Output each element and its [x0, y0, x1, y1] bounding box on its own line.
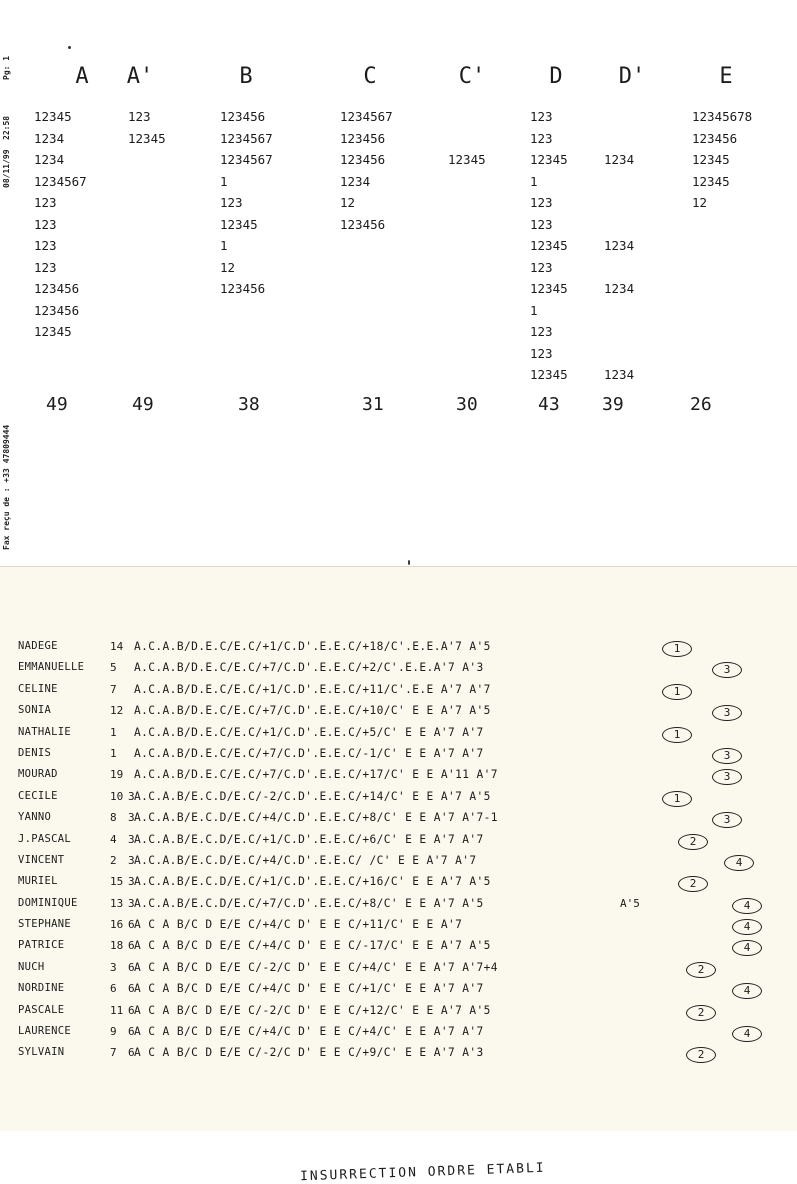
column-entries [604, 106, 634, 386]
sequence-text: A.C.A.B/D.E.C/E.C/+7/C.D'.E.E.C/+10/C' E E A'7 A'5 [134, 704, 491, 718]
circled-rank: 3 [712, 769, 742, 785]
participant-number: 19 [110, 768, 124, 782]
column-entry: 123456 [34, 302, 80, 318]
group-number: 6 [128, 960, 135, 974]
circled-rank: 2 [686, 962, 716, 978]
column-entry: 123 [34, 238, 57, 253]
column-entry: 1234 [604, 238, 635, 253]
column-entry: 1234 [34, 152, 65, 167]
column-entry: 12345 [34, 109, 72, 124]
column-header: C' [458, 64, 486, 89]
column-entry: 123456 [340, 130, 386, 146]
column-entries [530, 106, 568, 386]
column-entry [604, 128, 634, 150]
participant-number: 1 [110, 725, 117, 739]
column-entry: 1 [530, 173, 538, 189]
participant-number: 5 [110, 661, 117, 675]
participant-number: 12 [110, 704, 124, 718]
sequence-text: A.C.A.B/E.C.D/E.C/+4/C.D'.E.E.C/ /C' E E A'7 A'7 [134, 853, 477, 867]
circled-rank: 2 [678, 834, 708, 850]
circled-rank: 4 [732, 1026, 762, 1042]
sequence-text: A.C.A.B/E.C.D/E.C/+7/C.D'.E.E.C/+8/C' E E A'7 A'5 [134, 896, 484, 910]
participant-name: DOMINIQUE [18, 896, 78, 909]
column-entry [604, 300, 634, 322]
participant-number: 7 [110, 682, 117, 696]
column-header: A [75, 64, 89, 89]
column-total: 39 [602, 394, 624, 415]
column-entries [448, 106, 486, 171]
column-entry: 123 [530, 216, 553, 232]
column-entry: 1234 [340, 173, 371, 189]
column-entry: 12345 [692, 152, 730, 167]
page-title: INSURRECTION ORDRE ETABLI [299, 1160, 546, 1184]
sequence-text: A C A B/C D E/E C/+4/C D' E E C/+4/C' E E A'7 A'7 [134, 1025, 484, 1039]
fax-page-top [0, 0, 797, 566]
participant-name: LAURENCE [18, 1025, 71, 1038]
column-entry: 123456 [220, 109, 266, 124]
column-header: D' [618, 64, 646, 89]
group-number: 3 [128, 853, 135, 867]
participant-name: NATHALIE [18, 725, 71, 738]
column-entry [604, 192, 634, 214]
column-entries [340, 106, 393, 235]
participant-number: 3 [110, 960, 117, 974]
participant-number: 13 [110, 896, 124, 910]
participant-name: SYLVAIN [18, 1046, 65, 1059]
circled-rank: 4 [732, 898, 762, 914]
column-entry: 1234567 [220, 152, 273, 167]
sequence-text: A C A B/C D E/E C/+4/C D' E E C/+11/C' E E A'7 [134, 918, 463, 932]
column-entry: 12345 [128, 130, 166, 146]
participant-name: NUCH [18, 960, 45, 973]
circled-rank: 1 [662, 727, 692, 743]
participant-name: YANNO [18, 811, 52, 824]
column-entry: 123 [220, 195, 243, 210]
column-total: 31 [362, 394, 384, 415]
group-number: 3 [128, 875, 135, 889]
fax-page-number: Pg: 1 [2, 55, 11, 80]
circled-rank: 3 [712, 705, 742, 721]
participant-number: 1 [110, 746, 117, 760]
column-entry: 12345 [530, 281, 568, 296]
group-number: 3 [128, 789, 135, 803]
dot-mark [408, 560, 410, 565]
participant-number: 14 [110, 640, 124, 653]
column-entry: 12345 [448, 152, 486, 167]
circled-rank: 1 [662, 684, 692, 700]
group-number: 3 [128, 832, 135, 846]
column-header: A' [126, 64, 154, 89]
column-entry: 1 [220, 173, 228, 189]
column-entry: 123456 [220, 281, 266, 296]
column-entry: 12345 [692, 173, 730, 189]
column-total: 49 [46, 394, 68, 415]
column-entries [692, 106, 752, 214]
column-entry [448, 106, 486, 128]
column-entry: 12345 [220, 216, 258, 232]
circled-rank: 2 [678, 876, 708, 892]
column-entry: 12345678 [692, 109, 753, 124]
column-header: B [239, 64, 253, 89]
fax-header [2, 40, 22, 560]
sequence-text: A C A B/C D E/E C/+4/C D' E E C/-17/C' E E A'7 A'5 [134, 939, 491, 953]
column-header: D [549, 64, 563, 89]
sequence-text: A.C.A.B/D.E.C/E.C/+1/C.D'.E.E.C/+18/C'.E.E.A'7 A'5 [134, 640, 491, 653]
sequence-text: A.C.A.B/D.E.C/E.C/+1/C.D'.E.E.C/+11/C'.E.E A'7 A'7 [134, 682, 491, 696]
column-total: 43 [538, 394, 560, 415]
column-entry: 123456 [340, 216, 386, 232]
fax-time: 22:58 [2, 115, 11, 140]
column-entries [34, 106, 87, 343]
group-number: 3 [128, 896, 135, 910]
circled-rank: 1 [662, 791, 692, 807]
participant-name: PASCALE [18, 1003, 65, 1016]
participant-number: 9 [110, 1025, 117, 1039]
participant-number: 16 [110, 918, 124, 932]
column-entry: 123 [530, 345, 553, 361]
circled-rank: 4 [732, 940, 762, 956]
column-entry [604, 343, 634, 365]
sequence-text: A.C.A.B/E.C.D/E.C/+4/C.D'.E.E.C/+8/C' E E A'7 A'7-1 [134, 811, 498, 825]
dot-mark [68, 46, 71, 49]
participant-number: 11 [110, 1003, 124, 1017]
column-entry: 12345 [530, 367, 568, 382]
column-entry: 1234567 [34, 173, 87, 189]
participant-name: MOURAD [18, 768, 58, 781]
column-entry: 123 [34, 195, 57, 210]
participant-number: 4 [110, 832, 117, 846]
participant-name: J.PASCAL [18, 832, 71, 845]
participant-number: 8 [110, 811, 117, 825]
sequence-text: A.C.A.B/D.E.C/E.C/+7/C.D'.E.E.C/+2/C'.E.E.A'7 A'3 [134, 661, 484, 675]
column-entry: 123 [530, 195, 553, 210]
participant-number: 15 [110, 875, 124, 889]
circled-rank: 2 [686, 1047, 716, 1063]
participant-name: EMMANUELLE [18, 661, 85, 674]
column-entry [604, 106, 634, 128]
participant-name: CELINE [18, 682, 58, 695]
participant-number: 18 [110, 939, 124, 953]
participant-number: 10 [110, 789, 124, 803]
column-entry [604, 171, 634, 193]
circled-rank: 2 [686, 1005, 716, 1021]
column-entry [604, 214, 634, 236]
column-entry [448, 128, 486, 150]
participant-name: PATRICE [18, 939, 65, 952]
group-number: 3 [128, 811, 135, 825]
participant-name: MURIEL [18, 875, 58, 888]
participant-name: DENIS [18, 746, 52, 759]
group-number: 6 [128, 918, 135, 932]
column-entry [604, 257, 634, 279]
column-entry: 123 [34, 259, 57, 275]
group-number: 6 [128, 982, 135, 996]
column-entry: 123 [530, 130, 553, 146]
column-entry: 12345 [34, 324, 72, 339]
sequence-text: A.C.A.B/D.E.C/E.C/+7/C.D'.E.E.C/+17/C' E E A'11 A'7 [134, 768, 498, 782]
group-number: 6 [128, 1025, 135, 1039]
column-entries [220, 106, 273, 300]
sequence-text: A.C.A.B/E.C.D/E.C/+1/C.D'.E.E.C/+6/C' E E A'7 A'7 [134, 832, 484, 846]
circled-rank: 4 [724, 855, 754, 871]
column-entry: 1 [220, 238, 228, 253]
participant-number: 2 [110, 853, 117, 867]
sequence-text: A.C.A.B/E.C.D/E.C/-2/C.D'.E.E.C/+14/C' E E A'7 A'5 [134, 789, 491, 803]
margin-note: A'5 [620, 896, 640, 910]
sequence-text: A C A B/C D E/E C/-2/C D' E E C/+9/C' E E A'7 A'3 [134, 1046, 484, 1060]
circled-rank: 3 [712, 748, 742, 764]
fax-date: 08/11/99 [2, 149, 11, 188]
column-entry: 123 [530, 324, 553, 339]
column-entry: 123456 [340, 152, 386, 167]
column-entry: 1234567 [340, 109, 393, 124]
sequence-text: A.C.A.B/E.C.D/E.C/+1/C.D'.E.E.C/+16/C' E E A'7 A'5 [134, 875, 491, 889]
participant-name: VINCENT [18, 853, 65, 866]
circled-rank: 4 [732, 983, 762, 999]
sequence-text: A C A B/C D E/E C/-2/C D' E E C/+4/C' E E A'7 A'7+4 [134, 960, 498, 974]
sequence-text: A.C.A.B/D.E.C/E.C/+1/C.D'.E.E.C/+5/C' E E A'7 A'7 [134, 725, 484, 739]
column-entry [604, 321, 634, 343]
column-total: 49 [132, 394, 154, 415]
column-total: 30 [456, 394, 478, 415]
circled-rank: 3 [712, 662, 742, 678]
participant-number: 6 [110, 982, 117, 996]
column-entry: 12 [692, 195, 708, 210]
column-entry: 1 [530, 302, 538, 318]
column-entry: 123 [530, 259, 553, 275]
sequence-text: A.C.A.B/D.E.C/E.C/+7/C.D'.E.E.C/-1/C' E E A'7 A'7 [134, 746, 484, 760]
group-number: 6 [128, 1046, 135, 1060]
participant-name: STEPHANE [18, 918, 71, 931]
column-entry: 1234 [34, 130, 65, 146]
column-header: C [363, 64, 377, 89]
column-total: 26 [690, 394, 712, 415]
column-entry: 1234567 [220, 130, 273, 146]
participant-name: SONIA [18, 704, 52, 717]
group-number: 6 [128, 1003, 135, 1017]
participant-number: 7 [110, 1046, 117, 1060]
column-header: E [719, 64, 733, 89]
column-entry: 123 [34, 216, 57, 232]
column-entry: 123 [128, 109, 151, 124]
column-entries [128, 106, 166, 149]
participant-name: NADEGE [18, 640, 58, 652]
participant-name: CECILE [18, 789, 58, 802]
circled-rank: 1 [662, 641, 692, 657]
column-entry: 1234 [604, 152, 635, 167]
column-total: 38 [238, 394, 260, 415]
circled-rank: 4 [732, 919, 762, 935]
sequence-text: A C A B/C D E/E C/-2/C D' E E C/+12/C' E E A'7 A'5 [134, 1003, 491, 1017]
column-entry: 12345 [530, 238, 568, 253]
column-entry: 1234 [604, 367, 635, 382]
column-entry: 123456 [692, 130, 738, 146]
participant-name: NORDINE [18, 982, 65, 995]
circled-rank: 3 [712, 812, 742, 828]
group-number: 6 [128, 939, 135, 953]
column-entry: 1234 [604, 281, 635, 296]
sequence-text: A C A B/C D E/E C/+4/C D' E E C/+1/C' E E A'7 A'7 [134, 982, 484, 996]
column-entry: 123 [530, 109, 553, 124]
column-entry: 12 [220, 259, 236, 275]
fax-sender: Fax reçu de : +33 47809444 [2, 424, 11, 550]
column-entry: 123456 [34, 281, 80, 296]
column-entry: 12345 [530, 152, 568, 167]
column-entry: 12 [340, 195, 356, 210]
